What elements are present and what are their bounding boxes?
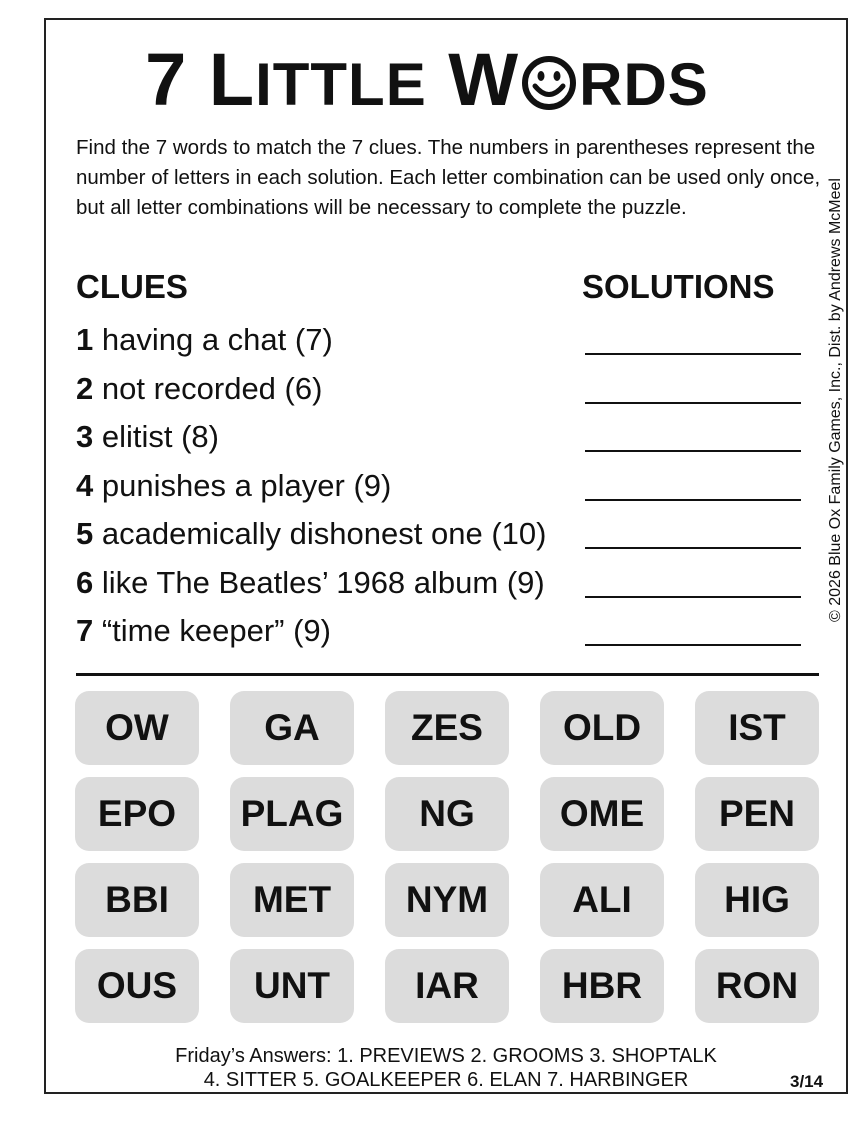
clues-header: CLUES (76, 268, 188, 305)
clue-5 (76, 511, 546, 557)
clue-text: academically dishonest one (10) (93, 516, 547, 551)
letter-tile[interactable]: OUS (75, 949, 199, 1023)
page-title (0, 40, 854, 125)
smiley-face-icon (521, 55, 577, 111)
letter-tile[interactable]: NYM (385, 863, 509, 937)
letter-tile[interactable]: OLD (540, 691, 664, 765)
letter-tile[interactable]: IAR (385, 949, 509, 1023)
title-number: 7 (145, 38, 209, 121)
clue-number: 4 (76, 467, 94, 503)
clue-2 (76, 366, 322, 412)
clue-number: 6 (76, 564, 94, 600)
solution-blank-7[interactable] (585, 644, 801, 646)
letter-tile[interactable]: IST (695, 691, 819, 765)
letter-tile[interactable]: EPO (75, 777, 199, 851)
letter-tile[interactable]: UNT (230, 949, 354, 1023)
letter-tile[interactable]: GA (230, 691, 354, 765)
clue-number: 7 (76, 613, 94, 648)
clue-3 (76, 414, 219, 460)
clue-1 (76, 317, 333, 363)
clue-7 (76, 608, 331, 654)
letter-tile[interactable]: RON (695, 949, 819, 1023)
clue-text: not recorded (6) (93, 370, 323, 406)
letter-tile[interactable]: HBR (540, 949, 664, 1023)
letter-tile[interactable]: NG (385, 777, 509, 851)
letter-tile[interactable]: ZES (385, 691, 509, 765)
clue-text: having a chat (7) (93, 322, 333, 357)
solutions-header: SOLUTIONS (582, 268, 775, 305)
solution-blank-6[interactable] (585, 596, 801, 598)
letter-tile[interactable]: HIG (695, 863, 819, 937)
clue-text: elitist (8) (93, 419, 219, 454)
clue-text: punishes a player (9) (93, 467, 392, 503)
letter-tile[interactable]: OW (75, 691, 199, 765)
copyright-notice: © 2026 Blue Ox Family Games, Inc., Dist. by Andrews McMeel (827, 178, 844, 622)
letter-tile[interactable]: ALI (540, 863, 664, 937)
letter-tile[interactable]: OME (540, 777, 664, 851)
clue-text: like The Beatles’ 1968 album (9) (93, 564, 545, 600)
instructions: Find the 7 words to match the 7 clues. The numbers in parentheses represent the number of letters in each solution. Each letter combination can be used only once, but all letter combinations will be necessary to complete the puzzle. (76, 136, 821, 219)
divider (76, 673, 819, 676)
clue-6 (76, 560, 545, 606)
clue-text: “time keeper” (9) (93, 613, 331, 648)
solution-blank-5[interactable] (585, 547, 801, 549)
clue-number: 5 (76, 516, 94, 551)
solution-blank-4[interactable] (585, 499, 801, 501)
answers-line: 4. SITTER 5. GOALKEEPER 6. ELAN 7. HARBINGER (203, 1069, 689, 1091)
clue-number: 2 (76, 370, 94, 406)
clue-4 (76, 463, 391, 509)
clue-number: 3 (76, 419, 94, 454)
title-letter: W (448, 38, 520, 121)
letter-tile[interactable]: PEN (695, 777, 819, 851)
clue-number: 1 (76, 322, 94, 357)
title-letters: ITTLE (255, 51, 427, 118)
title-letters: RDS (579, 51, 709, 118)
solution-blank-1[interactable] (585, 353, 801, 355)
letter-tile[interactable]: PLAG (230, 777, 354, 851)
solution-blank-3[interactable] (585, 450, 801, 452)
title-letter: L (208, 38, 256, 121)
letter-tile[interactable]: BBI (75, 863, 199, 937)
puzzle-date: 3/14 (790, 1072, 824, 1091)
letter-tile[interactable]: MET (230, 863, 354, 937)
previous-answers (44, 1044, 848, 1092)
solution-blank-2[interactable] (585, 402, 801, 404)
answers-line: Friday’s Answers: 1. PREVIEWS 2. GROOMS 3. SHOPTALK (175, 1045, 717, 1067)
